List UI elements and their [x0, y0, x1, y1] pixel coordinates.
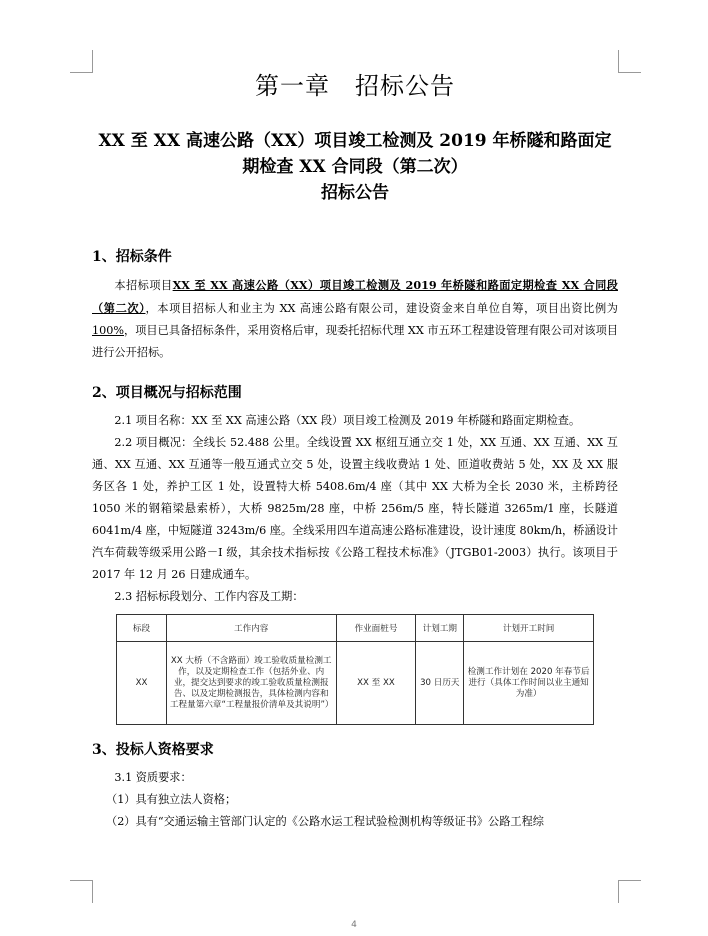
table-cell: XX: [117, 642, 167, 725]
section-1-paragraph: [92, 274, 618, 364]
para-text: 本招标项目: [114, 279, 173, 292]
document-title-line-1: XX 至 XX 高速公路（XX）项目竣工检测及 2019 年桥隧和路面定: [98, 131, 612, 151]
investment-ratio: 100%: [92, 324, 124, 337]
section-3-item-1a: （1）具有独立法人资格；: [106, 793, 237, 806]
table-header: 标段: [117, 615, 167, 642]
table-header-row: [117, 615, 594, 642]
para-text: ，项目已具备招标条件，采用资格后审，现委托招标代理 XX 市五环工程建设管理有限公司对该项目进行公开招标。: [92, 324, 618, 359]
table-header: 工作内容: [166, 615, 336, 642]
section-2-item-1: 2.1 项目名称：XX 至 XX 高速公路（XX 段）项目竣工检测及 2019 年桥隧和路面定期检查。: [114, 414, 581, 427]
document-title-line-2: 期检查 XX 合同段（第二次）: [242, 157, 468, 177]
table-row: [117, 642, 594, 725]
section-1-heading: 1、招标条件: [92, 249, 172, 265]
chapter-title: 第一章 招标公告: [255, 72, 455, 100]
section-3-heading: 3、投标人资格要求: [92, 742, 214, 758]
project-name: XX 至 XX 高速公路（XX）项目竣工检测及 2019 年桥隧和路面定期检查 XX 合同段（第二次）: [92, 278, 618, 315]
table-header: 作业面桩号: [336, 615, 416, 642]
table-cell: XX 大桥（不含路面）竣工验收质量检测工作，以及定期检查工作（包括外业、内业，提交达到要求的竣工验收质量检测报告、以及定期检测报告，具体检测内容和工程量第六章“工程量报价清单及其说明”）: [166, 642, 336, 725]
page-number: 4: [351, 920, 357, 930]
section-2-heading: 2、项目概况与招标范围: [92, 385, 242, 401]
crop-mark-top-left: [70, 50, 93, 73]
table-header: 计划开工时间: [464, 615, 594, 642]
table-header: 计划工期: [416, 615, 464, 642]
document-subtitle: 招标公告: [321, 183, 389, 203]
crop-mark-bottom-left: [70, 880, 93, 903]
crop-mark-bottom-right: [618, 880, 641, 903]
section-3-item-1: 3.1 资质要求：: [114, 771, 192, 784]
table-cell: 30 日历天: [416, 642, 464, 725]
section-2-item-3: 2.3 招标标段划分、工作内容及工期：: [114, 590, 304, 603]
bid-section-table: [116, 614, 594, 725]
table-cell: XX 至 XX: [336, 642, 416, 725]
section-3-item-1b: （2）具有“交通运输主管部门认定的《公路水运工程试验检测机构等级证书》公路工程综: [106, 815, 544, 828]
section-2-item-2: 2.2 项目概况：全线长 52.488 公里。全线设置 XX 枢纽互通立交 1 处，XX 互通、XX 互通、XX 互通、XX 互通、XX 互通等一般互通式立交 5 处，设置主线收费站 1 处、匝道收费站 5 处，XX 及 XX 服务区各 1 处，养护工区 1 处，设置特大桥 5408.6m/4 座（其中 XX 大桥为全长 2030 米，主桥跨径 1050 米的钢箱梁悬索桥），大桥 9825m/28 座，中桥 256m/5 座，特长隧道 3265m/1 座，长隧道 6041m/4 座，中短隧道 3243m/6 座。全线采用四车道高速公路标准建设，设计速度 80km/h，桥涵设计汽车荷载等级采用公路－I 级，其余技术指标按《公路工程技术标准》（JTGB01-2003）执行。该项目于 2017 年 12 月 26 日建成通车。: [92, 436, 618, 581]
table-cell: 检测工作计划在 2020 年春节后进行（具体工作时间以业主通知为准）: [464, 642, 594, 725]
document-page: [92, 62, 618, 833]
para-text: ，本项目招标人和业主为 XX 高速公路有限公司，建设资金来自单位自筹，项目出资比例为: [145, 302, 618, 315]
crop-mark-top-right: [618, 50, 641, 73]
